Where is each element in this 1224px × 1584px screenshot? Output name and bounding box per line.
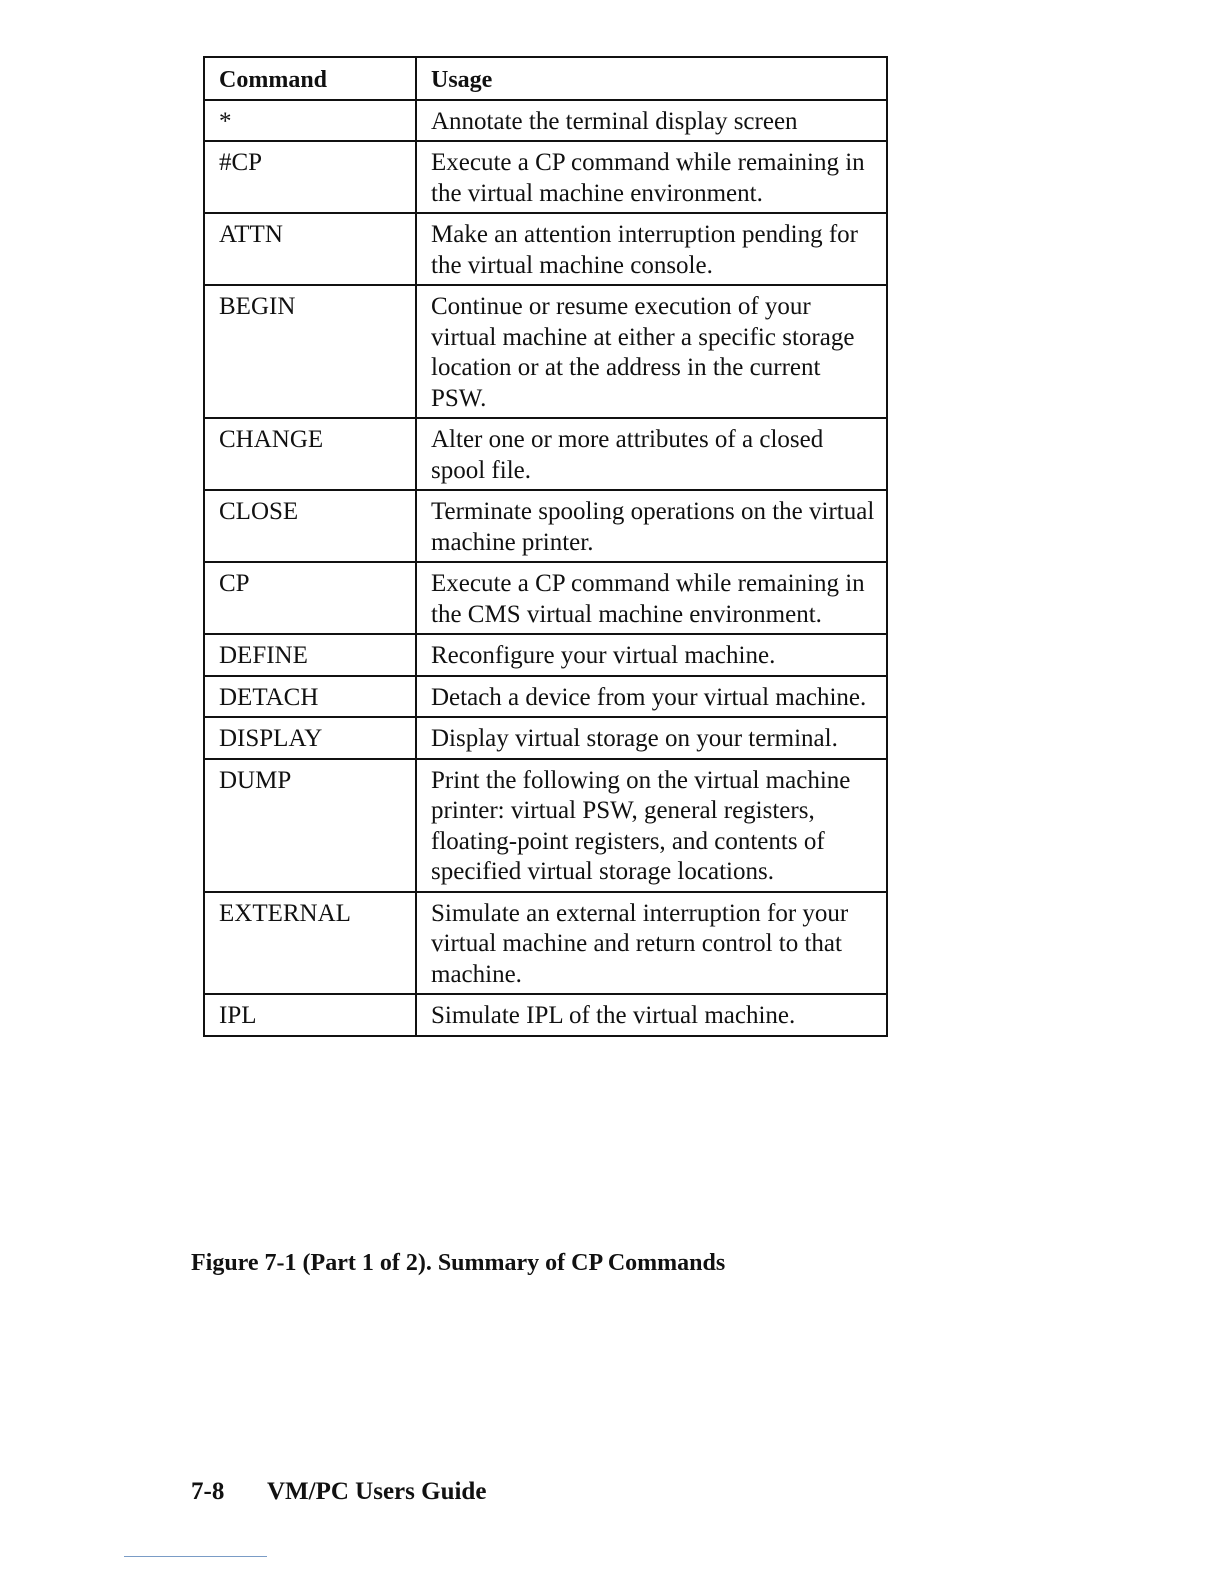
column-header-usage: Usage (416, 57, 887, 100)
usage-cell: Display virtual storage on your terminal. (416, 717, 887, 759)
column-header-command: Command (204, 57, 416, 100)
table-row (204, 100, 887, 142)
command-cell: DEFINE (204, 634, 416, 676)
table-row (204, 418, 887, 490)
table-row (204, 490, 887, 562)
page-footer (191, 1478, 486, 1506)
figure-caption: Figure 7-1 (Part 1 of 2). Summary of CP Commands (191, 1250, 726, 1276)
table-header-row (204, 57, 887, 100)
table-row (204, 141, 887, 213)
command-cell: DUMP (204, 759, 416, 892)
command-cell: EXTERNAL (204, 892, 416, 995)
table-row (204, 759, 887, 892)
command-cell: CLOSE (204, 490, 416, 562)
command-cell: * (204, 100, 416, 142)
usage-cell: Execute a CP command while remaining in the virtual machine environment. (416, 141, 887, 213)
usage-cell: Alter one or more attributes of a closed spool file. (416, 418, 887, 490)
table-row (204, 994, 887, 1036)
usage-cell: Make an attention interruption pending for the virtual machine console. (416, 213, 887, 285)
command-cell: DISPLAY (204, 717, 416, 759)
table-row (204, 892, 887, 995)
command-cell: BEGIN (204, 285, 416, 418)
command-cell: DETACH (204, 676, 416, 718)
command-cell: ATTN (204, 213, 416, 285)
command-cell: CHANGE (204, 418, 416, 490)
command-cell: IPL (204, 994, 416, 1036)
bottom-divider (124, 1556, 267, 1557)
table-row (204, 634, 887, 676)
table-row (204, 676, 887, 718)
cp-commands-table (203, 56, 888, 1037)
table-row (204, 285, 887, 418)
usage-cell: Reconfigure your virtual machine. (416, 634, 887, 676)
page-number: 7-8 (191, 1478, 225, 1505)
usage-cell: Print the following on the virtual machine printer: virtual PSW, general registers, floating-point registers, and contents of specified virtual storage locations. (416, 759, 887, 892)
usage-cell: Terminate spooling operations on the virtual machine printer. (416, 490, 887, 562)
usage-cell: Detach a device from your virtual machine. (416, 676, 887, 718)
command-cell: CP (204, 562, 416, 634)
command-cell: #CP (204, 141, 416, 213)
book-title: VM/PC Users Guide (267, 1478, 487, 1505)
table-row (204, 562, 887, 634)
usage-cell: Continue or resume execution of your virtual machine at either a specific storage location or at the address in the current PSW. (416, 285, 887, 418)
usage-cell: Annotate the terminal display screen (416, 100, 887, 142)
usage-cell: Simulate an external interruption for your virtual machine and return control to that machine. (416, 892, 887, 995)
usage-cell: Simulate IPL of the virtual machine. (416, 994, 887, 1036)
table-row (204, 213, 887, 285)
table-row (204, 717, 887, 759)
usage-cell: Execute a CP command while remaining in the CMS virtual machine environment. (416, 562, 887, 634)
